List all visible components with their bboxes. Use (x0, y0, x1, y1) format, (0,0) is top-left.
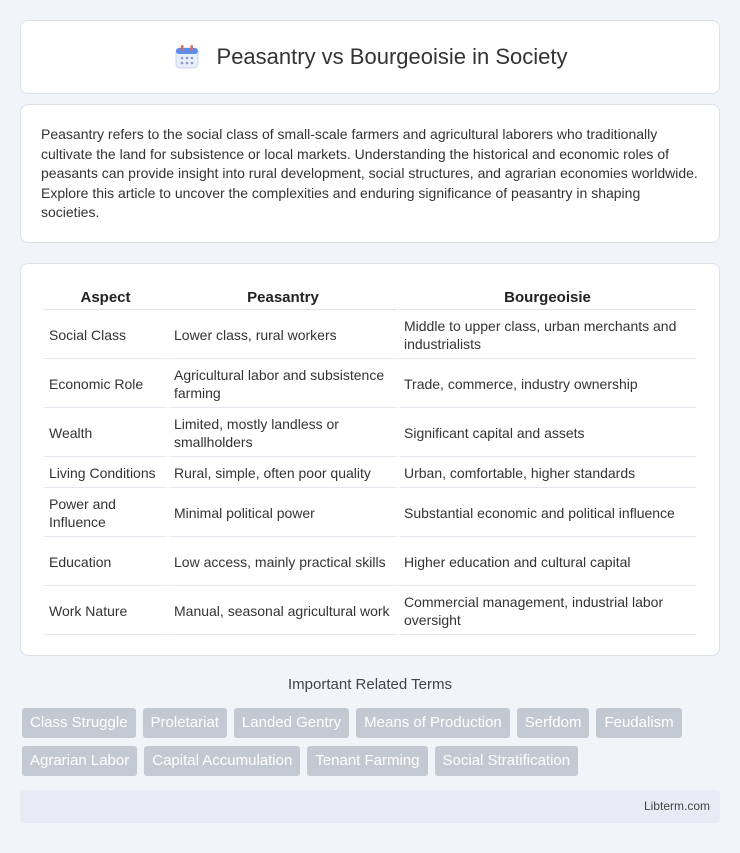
cell-bourgeoisie: Substantial economic and political influence (399, 490, 696, 537)
table-row (44, 410, 696, 457)
cell-peasantry: Rural, simple, often poor quality (169, 459, 397, 488)
tag-landed-gentry[interactable]: Landed Gentry (234, 708, 349, 738)
tag-feudalism[interactable]: Feudalism (596, 708, 681, 738)
intro-text: Peasantry refers to the social class of small-scale farmers and agricultural laborers who traditionally cultivate the land for subsistence or local markets. Understanding the historical and economic roles of peasants can provide insight into rural development, social structures, and agrarian economies worldwide. Explore this article to uncover the complexities and enduring significance of peasantry in shaping societies. (41, 126, 698, 221)
tag-proletariat[interactable]: Proletariat (143, 708, 227, 738)
cell-peasantry: Limited, mostly landless or smallholders (169, 410, 397, 457)
page-title: Peasantry vs Bourgeoisie in Society (216, 44, 568, 69)
cell-aspect: Living Conditions (44, 459, 167, 488)
cell-bourgeoisie: Trade, commerce, industry ownership (399, 361, 696, 408)
cell-aspect: Power and Influence (44, 490, 167, 537)
table-row (44, 312, 696, 359)
cell-bourgeoisie: Commercial management, industrial labor oversight (399, 588, 696, 635)
cell-peasantry: Agricultural labor and subsistence farming (169, 361, 397, 408)
cell-aspect: Wealth (44, 410, 167, 457)
cell-bourgeoisie: Middle to upper class, urban merchants and industrialists (399, 312, 696, 359)
tag-social-stratification[interactable]: Social Stratification (435, 746, 579, 776)
tag-means-of-production[interactable]: Means of Production (356, 708, 510, 738)
table-row (44, 459, 696, 488)
tag-agrarian-labor[interactable]: Agrarian Labor (22, 746, 137, 776)
tag-tenant-farming[interactable]: Tenant Farming (307, 746, 427, 776)
header-card (20, 20, 720, 94)
intro-card (20, 104, 720, 243)
table-header-row (44, 286, 696, 310)
tag-class-struggle[interactable]: Class Struggle (22, 708, 136, 738)
comparison-table-card (20, 263, 720, 656)
tag-capital-accumulation[interactable]: Capital Accumulation (144, 746, 300, 776)
cell-peasantry: Low access, mainly practical skills (169, 539, 397, 586)
table-row (44, 588, 696, 635)
table-row (44, 539, 696, 586)
cell-bourgeoisie: Higher education and cultural capital (399, 539, 696, 586)
tag-serfdom[interactable]: Serfdom (517, 708, 590, 738)
cell-aspect: Economic Role (44, 361, 167, 408)
cell-peasantry: Lower class, rural workers (169, 312, 397, 359)
header-bourgeoisie: Bourgeoisie (399, 286, 696, 310)
cell-peasantry: Minimal political power (169, 490, 397, 537)
table-row (44, 361, 696, 408)
header-peasantry: Peasantry (169, 286, 397, 310)
cell-aspect: Work Nature (44, 588, 167, 635)
cell-peasantry: Manual, seasonal agricultural work (169, 588, 397, 635)
cell-aspect: Education (44, 539, 167, 586)
related-tags (22, 708, 722, 776)
header-aspect: Aspect (44, 286, 167, 310)
cell-aspect: Social Class (44, 312, 167, 359)
comparison-table (42, 284, 698, 637)
table-row (44, 490, 696, 537)
title-wrap (173, 43, 568, 71)
calendar-icon (173, 43, 201, 71)
related-terms-title: Important Related Terms (288, 676, 452, 693)
footer-brand[interactable]: Libterm.com (643, 799, 710, 813)
footer (20, 790, 720, 823)
cell-bourgeoisie: Urban, comfortable, higher standards (399, 459, 696, 488)
cell-bourgeoisie: Significant capital and assets (399, 410, 696, 457)
